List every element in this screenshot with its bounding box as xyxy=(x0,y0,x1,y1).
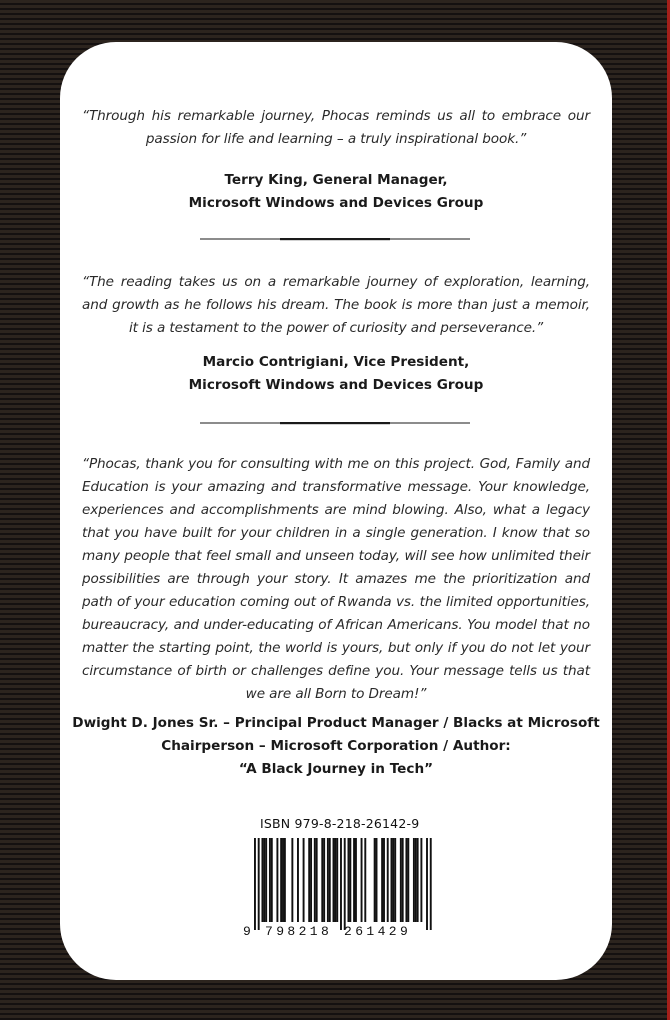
testimonial-quote-1: “Through his remarkable journey, Phocas reminds us all to embrace our passion for life and learning – a truly inspirational book.” xyxy=(82,108,590,147)
barcode-bar xyxy=(336,838,338,922)
barcode-bar xyxy=(284,838,286,922)
testimonial-quote-3: “Phocas, thank you for consulting with me on this project. God, Family and Education is your amazing and transformative message. Your knowledge, experiences and accomplishments are mind blowing. Also, what a legacy that you have built for your children in a single generation. I know that so many people that feel small and unseen today, will see how unlimited their possibilities are through your story. It amazes me the prioritization and path of your education coming out of Rwanda vs. the limited opportunities, bureaucracy, and under-educating of African Americans. You model that no matter the starting point, the world is yours, but only if you do not let your circumstance of birth or challenges define you. Your message tells us that we are all Born to Dream!” xyxy=(82,456,590,702)
barcode-bar xyxy=(271,838,273,922)
barcode-bar xyxy=(276,838,278,922)
barcode-bar xyxy=(261,838,263,922)
barcode-bar xyxy=(361,838,363,922)
barcode-bar xyxy=(400,838,402,922)
barcode-bar xyxy=(402,838,404,922)
barcode-bar xyxy=(340,838,342,930)
barcode-bar xyxy=(303,838,305,922)
author-2-org: Microsoft Windows and Devices Group xyxy=(188,377,484,393)
barcode-bar xyxy=(353,838,355,922)
barcode-bar xyxy=(323,838,325,922)
testimonial-quote-2: “The reading takes us on a remarkable journey of exploration, learning, and growth as he follows his dream. The book is more than just a memoir, it is a testament to the power of curiosity and perseverance.” xyxy=(82,274,590,336)
barcode-left-digits: 798218 xyxy=(265,924,333,938)
barcode-bar xyxy=(263,838,265,922)
barcode-bar xyxy=(415,838,417,922)
barcode-bar xyxy=(374,838,376,922)
barcode-bar xyxy=(308,838,310,922)
barcode-right-digits: 261429 xyxy=(344,924,412,938)
barcode-bar xyxy=(387,838,389,922)
barcode-bar xyxy=(344,838,346,930)
barcode-bar xyxy=(383,838,385,922)
barcode-bar xyxy=(265,838,267,922)
back-cover-panel xyxy=(60,42,612,980)
barcode-first-digit: 9 xyxy=(243,924,251,938)
barcode-bar xyxy=(297,838,299,922)
barcode-bar xyxy=(321,838,323,922)
barcode-bar xyxy=(269,838,271,922)
barcode-bar xyxy=(420,838,422,922)
barcode-bar xyxy=(355,838,357,922)
barcode-bar xyxy=(327,838,329,922)
testimonial-author-1 xyxy=(70,169,602,215)
barcode-bar xyxy=(334,838,336,922)
barcode-bar xyxy=(333,838,335,922)
barcode-bar xyxy=(316,838,318,922)
author-1-name: Terry King, General Manager, xyxy=(224,172,448,188)
barcode-bar xyxy=(349,838,351,922)
barcode-bar xyxy=(430,838,432,930)
author-2-name: Marcio Contrigiani, Vice President, xyxy=(202,354,470,370)
barcode-bar xyxy=(405,838,407,922)
divider-ornament-1 xyxy=(200,234,470,244)
barcode-bar xyxy=(426,838,428,930)
author-3-title: Dwight D. Jones Sr. – Principal Product Manager / Blacks at Microsoft xyxy=(72,715,600,731)
barcode-bar xyxy=(291,838,293,922)
barcode-bar xyxy=(376,838,378,922)
barcode-bar xyxy=(391,838,393,922)
author-3-book: “A Black Journey in Tech” xyxy=(238,761,434,777)
author-3-role: Chairperson – Microsoft Corporation / Author: xyxy=(161,738,511,754)
author-1-org: Microsoft Windows and Devices Group xyxy=(188,195,484,211)
isbn-barcode xyxy=(238,836,438,938)
barcode-bar xyxy=(258,838,260,930)
barcode-bar xyxy=(254,838,256,930)
barcode-bar xyxy=(407,838,409,922)
testimonial-author-3 xyxy=(70,712,602,781)
barcode-bar xyxy=(392,838,394,922)
barcode-bar xyxy=(280,838,282,922)
barcode-bar xyxy=(310,838,312,922)
barcode-bar xyxy=(282,838,284,922)
testimonial-author-2 xyxy=(70,351,602,397)
barcode-bar xyxy=(413,838,415,922)
barcode-bar xyxy=(348,838,350,922)
divider-ornament-2 xyxy=(200,418,470,428)
isbn-label: ISBN 979-8-218-26142-9 xyxy=(260,816,420,831)
barcode-bar xyxy=(394,838,396,922)
barcode-bar xyxy=(364,838,366,922)
barcode-bar xyxy=(329,838,331,922)
barcode-bar xyxy=(314,838,316,922)
barcode-bar xyxy=(417,838,419,922)
barcode-bar xyxy=(381,838,383,922)
